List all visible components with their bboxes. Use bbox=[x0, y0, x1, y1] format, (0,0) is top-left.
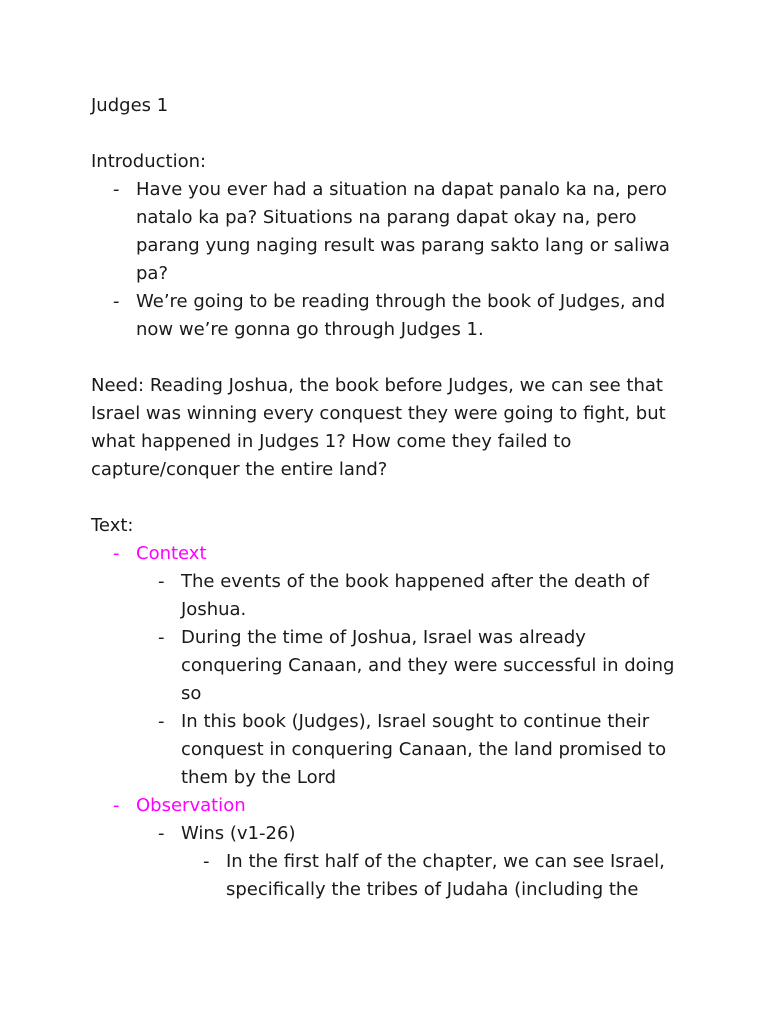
list-item-text: The events of the book happened after the death of Joshua. bbox=[181, 571, 650, 620]
list-item-context bbox=[91, 540, 691, 568]
list-item bbox=[91, 848, 691, 904]
list-item bbox=[91, 568, 691, 624]
text-heading: Text: bbox=[91, 515, 134, 536]
spacer bbox=[91, 120, 691, 148]
context-label: Context bbox=[136, 543, 207, 564]
wins-list bbox=[91, 848, 691, 904]
need-paragraph: Need: Reading Joshua, the book before Judges, we can see that Israel was winning every conquest they were going to fight, but what happened in Judges 1? How come they failed to capture/conquer the entire land? bbox=[91, 375, 666, 480]
list-item-text: We’re going to be reading through the book of Judges, and now we’re gonna go through Judges 1. bbox=[136, 291, 666, 340]
wins-label: Wins (v1-26) bbox=[181, 823, 296, 844]
list-item-wins bbox=[91, 820, 691, 848]
spacer bbox=[91, 344, 691, 372]
document-title: Judges 1 bbox=[91, 95, 169, 116]
observation-label: Observation bbox=[136, 795, 246, 816]
dash-bullet: - bbox=[113, 543, 120, 564]
list-item-text: In the first half of the chapter, we can see Israel, specifically the tribes of Judaha (including the bbox=[226, 851, 665, 900]
list-item bbox=[91, 708, 691, 792]
dash-bullet: - bbox=[158, 823, 165, 844]
dash-bullet: - bbox=[203, 851, 210, 872]
dash-bullet: - bbox=[113, 291, 120, 312]
text-list bbox=[91, 540, 691, 568]
introduction-heading: Introduction: bbox=[91, 151, 207, 172]
observation-sublist bbox=[91, 820, 691, 848]
dash-bullet: - bbox=[158, 711, 165, 732]
document-page bbox=[91, 92, 691, 904]
observation-list bbox=[91, 792, 691, 820]
spacer bbox=[91, 484, 691, 512]
dash-bullet: - bbox=[158, 571, 165, 592]
dash-bullet: - bbox=[113, 795, 120, 816]
dash-bullet: - bbox=[158, 627, 165, 648]
introduction-list bbox=[91, 176, 691, 344]
context-list bbox=[91, 568, 691, 792]
list-item-text: In this book (Judges), Israel sought to continue their conquest in conquering Canaan, the land promised to them by the Lord bbox=[181, 711, 667, 788]
list-item-text: During the time of Joshua, Israel was already conquering Canaan, and they were successful in doing so bbox=[181, 627, 675, 704]
list-item-text: Have you ever had a situation na dapat panalo ka na, pero natalo ka pa? Situations na parang dapat okay na, pero parang yung naging result was parang sakto lang or saliwa pa? bbox=[136, 179, 670, 284]
dash-bullet: - bbox=[113, 179, 120, 200]
list-item bbox=[91, 176, 691, 288]
list-item bbox=[91, 288, 691, 344]
list-item-observation bbox=[91, 792, 691, 820]
list-item bbox=[91, 624, 691, 708]
